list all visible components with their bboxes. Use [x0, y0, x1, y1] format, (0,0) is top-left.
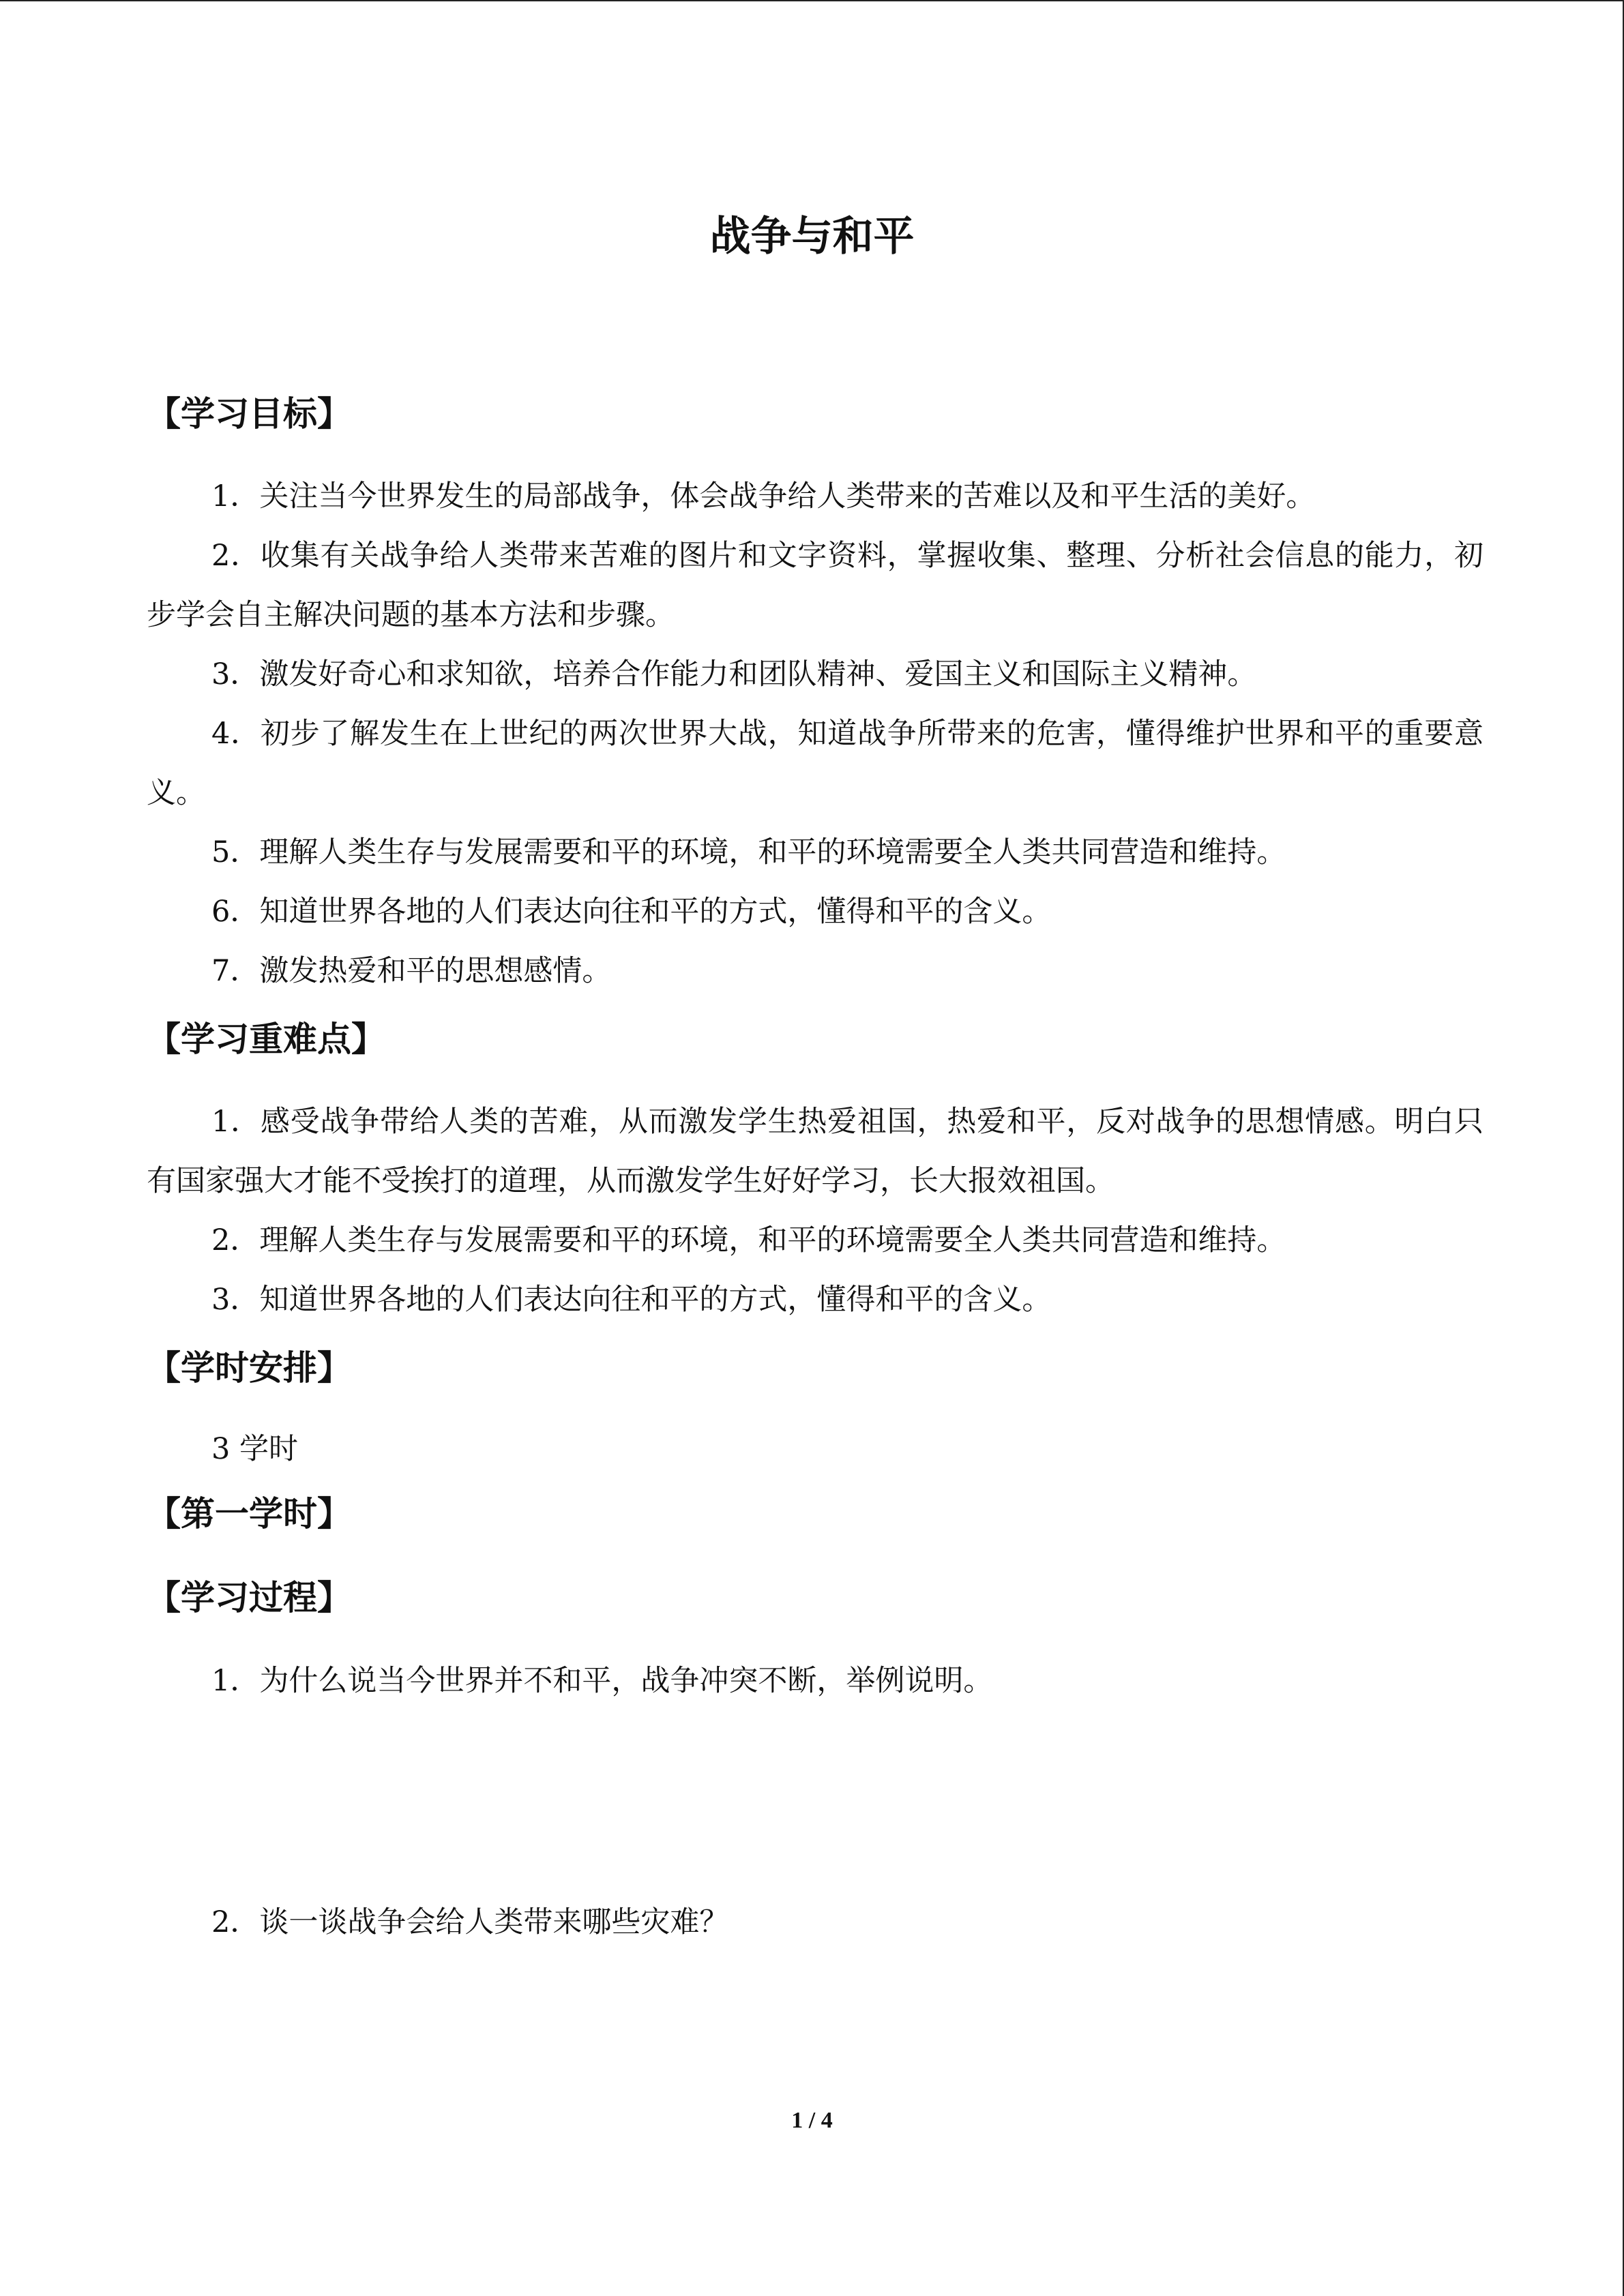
objective-item-6: 6．知道世界各地的人们表达向往和平的方式，懂得和平的含义。 [211, 895, 1052, 929]
key-point-item-2: 2．理解人类生存与发展需要和平的环境，和平的环境需要全人类共同营造和维持。 [211, 1223, 1286, 1257]
objective-item-7: 7．激发热爱和平的思想感情。 [211, 954, 612, 988]
objective-item-2: 2．收集有关战争给人类带来苦难的图片和文字资料，掌握收集、整理、分析社会信息的能力，初步学会自主解决问题的基本方法和步骤。 [147, 539, 1483, 632]
page-number: 1 / 4 [791, 2108, 833, 2133]
process-question-1: 1．为什么说当今世界并不和平，战争冲突不断，举例说明。 [211, 1664, 993, 1698]
objective-item-4: 4．初步了解发生在上世纪的两次世界大战，知道战争所带来的危害，懂得维护世界和平的重要意义。 [147, 717, 1483, 810]
objective-item-1: 1．关注当今世界发生的局部战争，体会战争给人类带来的苦难以及和平生活的美好。 [211, 479, 1316, 513]
page-title: 战争与和平 [709, 213, 915, 260]
section-heading-objectives: 【学习目标】 [147, 394, 351, 434]
key-point-item-3: 3．知道世界各地的人们表达向往和平的方式，懂得和平的含义。 [211, 1283, 1052, 1317]
objective-item-5: 5．理解人类生存与发展需要和平的环境，和平的环境需要全人类共同营造和维持。 [211, 835, 1286, 869]
key-point-item-1: 1．感受战争带给人类的苦难，从而激发学生热爱祖国，热爱和平，反对战争的思想情感。明白只有国家强大才能不受挨打的道理，从而激发学生好好学习，长大报效祖国。 [147, 1105, 1483, 1198]
section-heading-key-points: 【学习重难点】 [147, 1019, 385, 1059]
section-heading-first-period: 【第一学时】 [147, 1494, 351, 1534]
objective-item-3: 3．激发好奇心和求知欲，培养合作能力和团队精神、爱国主义和国际主义精神。 [211, 657, 1257, 691]
process-question-2: 2．谈一谈战争会给人类带来哪些灾难？ [211, 1905, 729, 1939]
section-heading-process: 【学习过程】 [147, 1578, 351, 1617]
schedule-text: 3 学时 [211, 1432, 299, 1466]
section-heading-schedule: 【学时安排】 [147, 1348, 351, 1388]
